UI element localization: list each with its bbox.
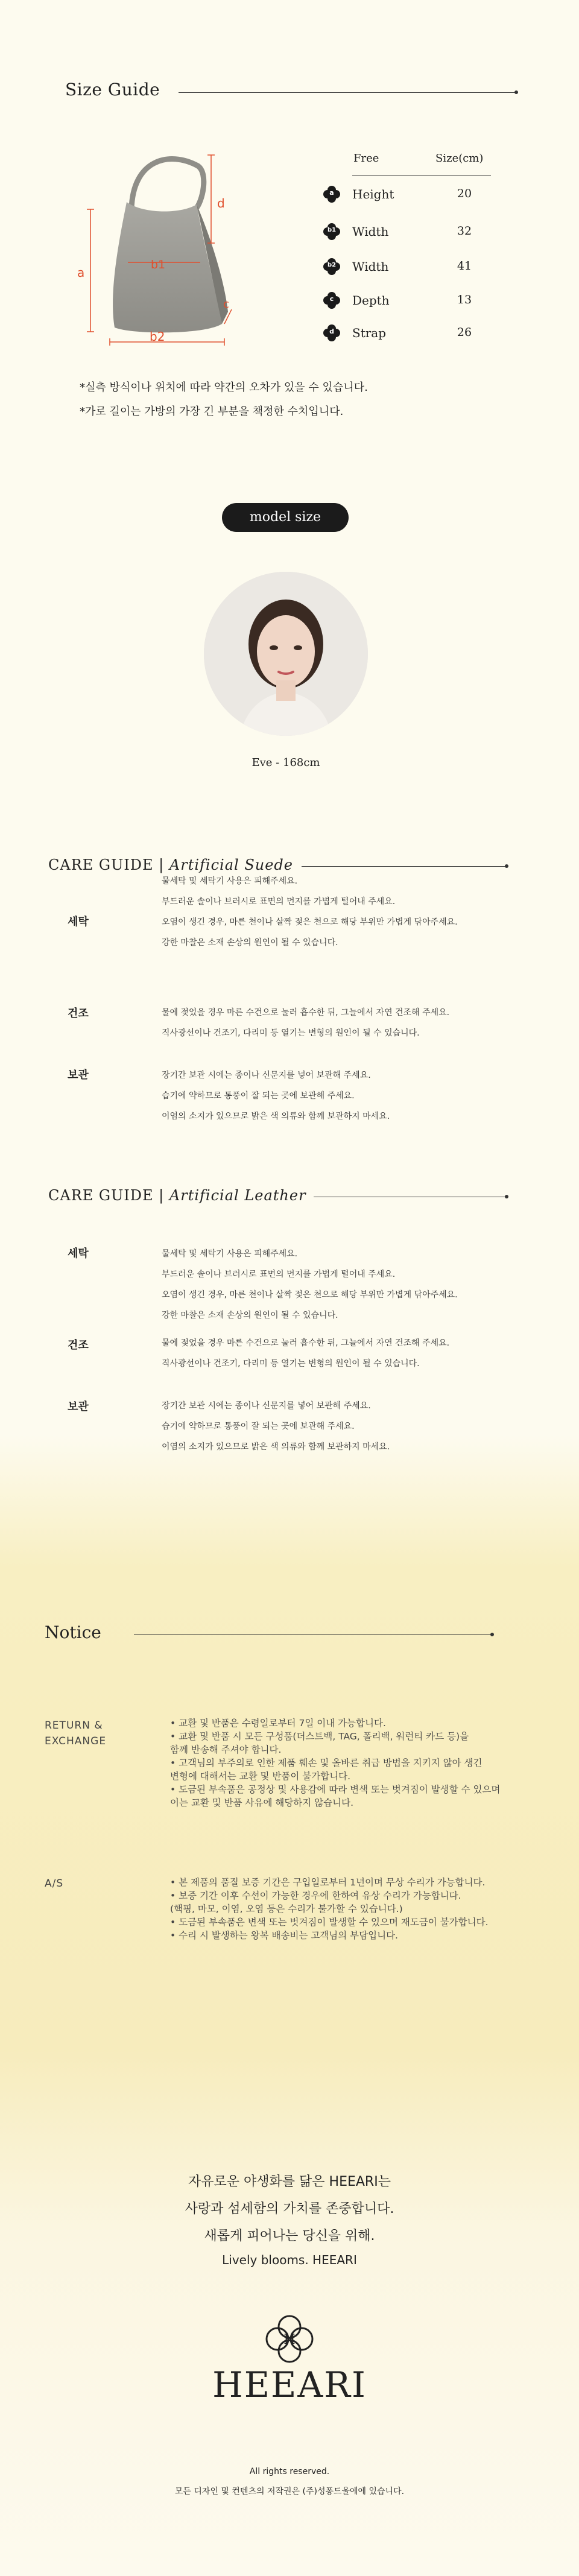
badge-letter: b2 (327, 262, 337, 268)
notice-line: • 교환 및 반품은 수령일로부터 7일 이내 가능합니다. (170, 1718, 386, 1729)
care-line: 강한 마찰은 소재 손상의 원인이 될 수 있습니다. (162, 1311, 338, 1320)
closing-line: 사랑과 섬세함의 가치를 존중합니다. (185, 2201, 394, 2217)
notice-line: • 보증 기간 이후 수선이 가능한 경우에 한하여 유상 수리가 가능합니다. (170, 1890, 461, 1901)
notice-key-return-line2: EXCHANGE (45, 1735, 107, 1747)
care-key-dry: 건조 (68, 1007, 89, 1020)
care-line: 오염이 생긴 경우, 마른 천이나 살짝 젖은 천으로 해당 부위만 가볍게 닦아주세요. (162, 917, 458, 927)
notice-line: 이는 교환 및 반품 사유에 해당하지 않습니다. (170, 1797, 354, 1808)
bag-illustration (66, 154, 247, 359)
spec-value: 13 (457, 293, 472, 306)
model-caption: Eve - 168cm (252, 756, 320, 769)
care-line: 습기에 약하므로 통풍이 잘 되는 곳에 보관해 주세요. (162, 1422, 355, 1431)
size-note: *가로 길이는 가방의 가장 긴 부분을 책정한 수치입니다. (80, 405, 344, 418)
brand-wordmark: HEEARI (212, 2364, 367, 2405)
care-leather-title (48, 1187, 306, 1204)
spec-label: Height (352, 187, 394, 201)
care-suede-title (48, 856, 293, 873)
notice-as-list (170, 1876, 489, 1942)
size-guide-title: Size Guide (65, 80, 160, 100)
notice-line: 변형에 대해서는 교환 및 반품이 불가합니다. (170, 1771, 351, 1782)
spec-header-size: Size(cm) (435, 152, 484, 165)
badge-letter: c (329, 295, 334, 303)
notice-return-list (170, 1717, 500, 1809)
notice-key-return-line1: RETURN & (45, 1720, 103, 1732)
care-title-material: Artificial Leather (169, 1187, 306, 1204)
care-line: 물세탁 및 세탁기 사용은 피해주세요. (162, 876, 298, 886)
care-line: 습기에 약하므로 통풍이 잘 되는 곳에 보관해 주세요. (162, 1091, 355, 1101)
dim-label-a: a (77, 265, 85, 280)
closing-line: 자유로운 야생화를 닮은 HEEARI는 (188, 2174, 391, 2189)
dim-label-b2: b2 (150, 329, 165, 344)
closing-line: 새롭게 피어나는 당신을 위해. (204, 2229, 375, 2244)
svg-text:H: H (283, 2332, 296, 2347)
notice-key-as: A/S (45, 1878, 64, 1890)
notice-line: • 수리 시 발생하는 왕복 배송비는 고객님의 부담입니다. (170, 1930, 398, 1941)
care-line: 이염의 소지가 있으므로 밝은 색 의류와 함께 보관하지 마세요. (162, 1112, 390, 1121)
footer-copyright: 모든 디자인 및 컨텐츠의 저작권은 (주)성퐁드울에에 있습니다. (174, 2487, 405, 2496)
care-line: 부드러운 솔이나 브러시로 표면의 먼지를 가볍게 털어내 주세요. (162, 1270, 396, 1279)
care-line: 이염의 소지가 있으므로 밝은 색 의류와 함께 보관하지 마세요. (162, 1442, 390, 1452)
dim-label-c: c (223, 298, 229, 311)
notice-line: • 교환 및 반품 시 모든 구성품(더스트백, TAG, 폴리백, 워런티 카드 등)을 (170, 1731, 469, 1742)
notice-key-return (45, 1718, 106, 1749)
spec-label: Width (352, 224, 389, 239)
care-line: 직사광선이나 건조기, 다리미 등 열기는 변형의 원인이 될 수 있습니다. (162, 1359, 420, 1369)
care-line: 물에 젖었을 경우 마른 수건으로 눌러 흡수한 뒤, 그늘에서 자연 건조해 주세요. (162, 1338, 450, 1348)
footer-rights: All rights reserved. (249, 2467, 330, 2476)
care-line: 물에 젖었을 경우 마른 수건으로 눌러 흡수한 뒤, 그늘에서 자연 건조해 주세요. (162, 1008, 450, 1017)
notice-line: • 고객님의 부주의로 인한 제품 훼손 및 올바른 취급 방법을 지키지 않아 생긴 (170, 1758, 482, 1768)
dim-label-d: d (217, 196, 225, 210)
care-line: 직사광선이나 건조기, 다리미 등 열기는 변형의 원인이 될 수 있습니다. (162, 1028, 420, 1038)
size-note: *실측 방식이나 위치에 따라 약간의 오차가 있을 수 있습니다. (80, 381, 368, 394)
heeari-logo-icon (264, 2314, 315, 2364)
badge-letter: a (329, 189, 334, 197)
notice-line: • 도금된 부속품은 공정상 및 사용감에 따라 변색 또는 벗겨짐이 발생할 수 있으며 (170, 1784, 501, 1795)
care-line: 오염이 생긴 경우, 마른 천이나 살짝 젖은 천으로 해당 부위만 가볍게 닦아주세요. (162, 1290, 458, 1300)
notice-title: Notice (45, 1622, 101, 1642)
care-title-material: Artificial Suede (169, 856, 293, 873)
care-title-prefix: CARE GUIDE | (48, 1187, 169, 1204)
care-suede-rule (302, 866, 507, 867)
model-avatar (204, 572, 368, 736)
care-key-wash: 세탁 (68, 916, 89, 928)
spec-label: Strap (352, 326, 387, 340)
spec-value: 26 (457, 326, 472, 339)
care-key-dry: 건조 (68, 1339, 89, 1352)
care-key-storage: 보관 (68, 1400, 89, 1413)
care-line: 장기간 보관 시에는 종이나 신문지를 넣어 보관해 주세요. (162, 1401, 371, 1411)
care-key-wash: 세탁 (68, 1247, 89, 1260)
notice-line: • 본 제품의 품질 보증 기간은 구입일로부터 1년이며 무상 수리가 가능합니다. (170, 1877, 486, 1888)
spec-label: Depth (352, 293, 390, 308)
spec-label: Width (352, 259, 389, 274)
dim-label-b1: b1 (151, 258, 166, 271)
badge-letter: b1 (327, 227, 337, 233)
care-title-prefix: CARE GUIDE | (48, 856, 169, 873)
closing-line: Lively blooms. HEEARI (222, 2253, 357, 2267)
notice-line: • 도금된 부속품은 변색 또는 벗겨짐이 발생할 수 있으며 재도금이 불가합니다. (170, 1917, 489, 1928)
spec-value: 32 (457, 224, 472, 238)
care-line: 부드러운 솔이나 브러시로 표면의 먼지를 가볍게 털어내 주세요. (162, 897, 396, 907)
model-size-pill: model size (222, 503, 349, 532)
notice-line: (핵핑, 마모, 이염, 오염 등은 수리가 불가할 수 있습니다.) (170, 1904, 403, 1914)
spec-header-divider (352, 175, 491, 176)
badge-letter: d (329, 328, 334, 335)
spec-header-free: Free (353, 152, 379, 165)
spec-value: 20 (457, 187, 472, 200)
notice-line: 함께 반송해 주셔야 합니다. (170, 1744, 282, 1755)
care-key-storage: 보관 (68, 1069, 89, 1081)
care-line: 강한 마찰은 소재 손상의 원인이 될 수 있습니다. (162, 938, 338, 948)
size-guide-rule (179, 92, 516, 93)
spec-value: 41 (457, 259, 472, 273)
care-line: 장기간 보관 시에는 종이나 신문지를 넣어 보관해 주세요. (162, 1071, 371, 1080)
care-line: 물세탁 및 세탁기 사용은 피해주세요. (162, 1249, 298, 1259)
